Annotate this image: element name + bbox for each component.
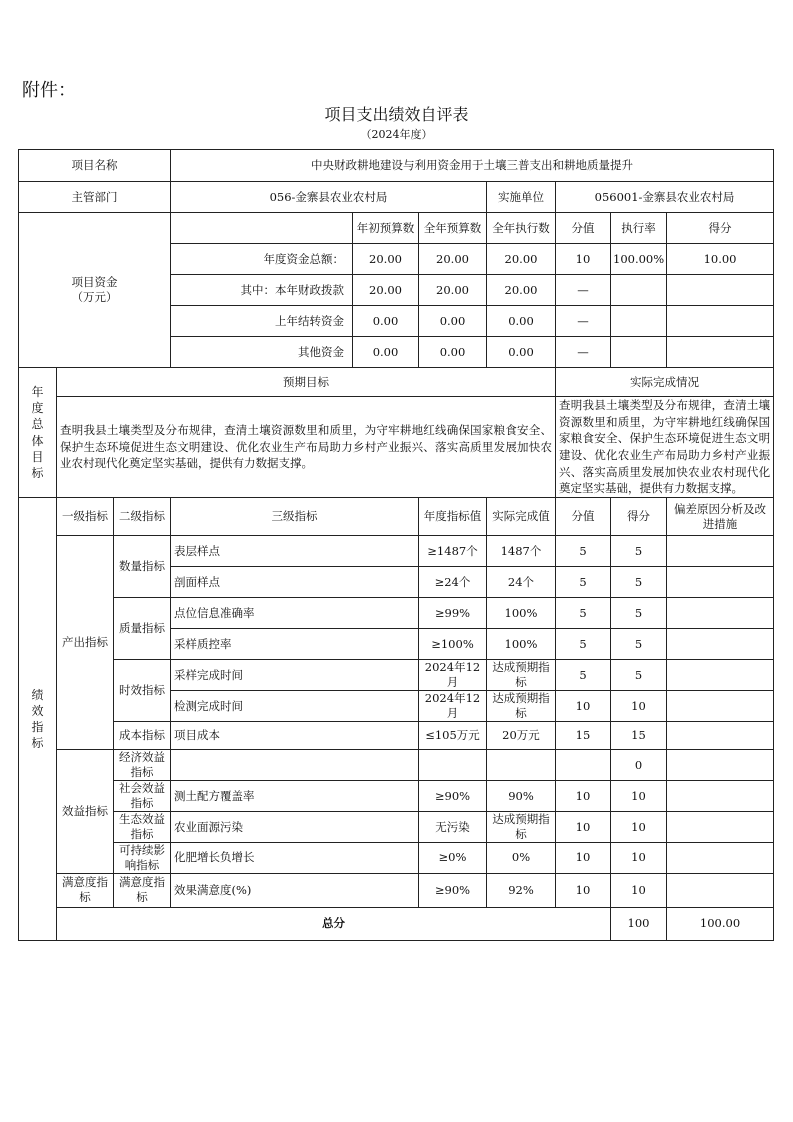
dept-value: 056-金寨县农业农村局 — [171, 182, 487, 213]
indicator-score: 10 — [611, 691, 667, 722]
output-label: 产出指标 — [57, 536, 114, 750]
funds-row-rate: 100.00% — [611, 244, 667, 275]
indicator-note — [667, 660, 774, 691]
funds-row-init: 0.00 — [353, 306, 419, 337]
funds-row-init: 20.00 — [353, 275, 419, 306]
indicator-row — [19, 842, 774, 873]
indicator-actual: 1487个 — [487, 536, 556, 567]
funds-row-score-value: — — [556, 275, 611, 306]
indicator-header-row — [19, 498, 774, 536]
indicator-score: 5 — [611, 660, 667, 691]
indicator-score-value: 5 — [556, 598, 611, 629]
satisfaction-l2-label: 满意度指标 — [114, 873, 171, 907]
indicator-header-target: 年度指标值 — [419, 498, 487, 536]
funds-row-name: 上年结转资金 — [171, 306, 353, 337]
indicator-score-value: 15 — [556, 722, 611, 750]
indicator-actual: 100% — [487, 629, 556, 660]
department-row — [19, 182, 774, 213]
indicator-row — [19, 598, 774, 629]
funds-header-annual: 全年预算数 — [419, 213, 487, 244]
indicator-note — [667, 536, 774, 567]
funds-row-score-value: — — [556, 306, 611, 337]
project-name-value: 中央财政耕地建设与利用资金用于土壤三普支出和耕地质量提升 — [171, 150, 774, 182]
sustainable-label: 可持续影响指标 — [114, 842, 171, 873]
indicator-name: 剖面样点 — [171, 567, 419, 598]
indicator-score: 5 — [611, 567, 667, 598]
funds-row-annual: 0.00 — [419, 306, 487, 337]
indicator-actual: 达成预期指标 — [487, 660, 556, 691]
total-score-value: 100 — [611, 907, 667, 940]
goals-actual-header: 实际完成情况 — [556, 368, 774, 397]
indicator-target: ≥0% — [419, 842, 487, 873]
indicator-score-value: 10 — [556, 691, 611, 722]
indicator-score-value: 10 — [556, 842, 611, 873]
indicator-name: 检测完成时间 — [171, 691, 419, 722]
project-name-label: 项目名称 — [19, 150, 171, 182]
indicator-name: 效果满意度(%) — [171, 873, 419, 907]
indicator-name: 表层样点 — [171, 536, 419, 567]
indicator-header-l1: 一级指标 — [57, 498, 114, 536]
indicator-note — [667, 781, 774, 812]
funds-row-rate — [611, 337, 667, 368]
funds-row-exec: 0.00 — [487, 337, 556, 368]
funds-header-init: 年初预算数 — [353, 213, 419, 244]
indicator-score: 15 — [611, 722, 667, 750]
funds-row-name: 其他资金 — [171, 337, 353, 368]
indicator-name: 化肥增长负增长 — [171, 842, 419, 873]
indicator-score-value: 10 — [556, 812, 611, 843]
total-label: 总分 — [57, 907, 611, 940]
funds-row-score-value: 10 — [556, 244, 611, 275]
funds-row-init: 20.00 — [353, 244, 419, 275]
timeliness-label: 时效指标 — [114, 660, 171, 722]
indicator-note — [667, 842, 774, 873]
funds-row-score — [667, 306, 774, 337]
indicator-score-value — [556, 750, 611, 781]
indicator-target: ≤105万元 — [419, 722, 487, 750]
benefit-label: 效益指标 — [57, 750, 114, 874]
form-title: 项目支出绩效自评表 — [324, 105, 469, 124]
funds-row-score — [667, 337, 774, 368]
indicator-score: 5 — [611, 629, 667, 660]
indicator-header-score-value: 分值 — [556, 498, 611, 536]
total-row — [19, 907, 774, 940]
indicator-name — [171, 750, 419, 781]
project-name-row — [19, 150, 774, 182]
indicator-name: 测土配方覆盖率 — [171, 781, 419, 812]
funds-row-name: 年度资金总额： — [171, 244, 353, 275]
indicator-target — [419, 750, 487, 781]
indicator-header-actual: 实际完成值 — [487, 498, 556, 536]
indicator-note — [667, 722, 774, 750]
goals-actual-text: 查明我县土壤类型及分布规律，查清土壤资源数里和质里，为守牢耕地红线确保国家粮食安全、保护生态环境促进生态文明建设、优化农业生产布局助力乡村产业振兴、落实高质里发展加快农业农村现代化奠定坚实基础，提供有力数据支撑。 — [556, 397, 774, 498]
indicator-header-score: 得分 — [611, 498, 667, 536]
attachment-label: 附件： — [22, 80, 76, 101]
funds-row-rate — [611, 306, 667, 337]
indicator-name: 采样质控率 — [171, 629, 419, 660]
indicator-score: 0 — [611, 750, 667, 781]
indicator-target: ≥90% — [419, 781, 487, 812]
indicator-score-value: 5 — [556, 536, 611, 567]
funds-row-score: 10.00 — [667, 244, 774, 275]
funds-header-score-value: 分值 — [556, 213, 611, 244]
funds-row-exec: 0.00 — [487, 306, 556, 337]
indicator-name: 采样完成时间 — [171, 660, 419, 691]
form-year: （2024年度） — [360, 128, 433, 141]
indicator-score-value: 5 — [556, 567, 611, 598]
indicator-row — [19, 722, 774, 750]
indicator-actual: 100% — [487, 598, 556, 629]
goals-content-row — [19, 397, 774, 498]
ecological-label: 生态效益指标 — [114, 812, 171, 843]
indicator-header-l3: 三级指标 — [171, 498, 419, 536]
indicator-note — [667, 567, 774, 598]
goals-expected-header: 预期目标 — [57, 368, 556, 397]
indicator-header-note: 偏差原因分析及改进措施 — [667, 498, 774, 536]
indicator-score-value: 10 — [556, 873, 611, 907]
total-score: 100.00 — [667, 907, 774, 940]
indicator-row — [19, 812, 774, 843]
indicator-score: 10 — [611, 873, 667, 907]
funds-row-exec: 20.00 — [487, 244, 556, 275]
unit-value: 056001-金寨县农业农村局 — [556, 182, 774, 213]
indicator-header-l2: 二级指标 — [114, 498, 171, 536]
funds-row-init: 0.00 — [353, 337, 419, 368]
indicator-target: 2024年12月 — [419, 691, 487, 722]
indicator-actual: 0% — [487, 842, 556, 873]
indicators-label: 绩 效 指 标 — [19, 498, 57, 941]
indicator-score: 5 — [611, 598, 667, 629]
funds-header-score: 得分 — [667, 213, 774, 244]
funds-header-row — [19, 213, 774, 244]
indicator-target: ≥100% — [419, 629, 487, 660]
indicator-actual: 24个 — [487, 567, 556, 598]
indicator-score: 10 — [611, 842, 667, 873]
quantity-label: 数量指标 — [114, 536, 171, 598]
goals-label: 年 度 总 体 目 标 — [19, 368, 57, 498]
indicator-name: 农业面源污染 — [171, 812, 419, 843]
satisfaction-l1-label: 满意度指标 — [57, 873, 114, 907]
indicator-score: 10 — [611, 812, 667, 843]
funds-row-annual: 20.00 — [419, 244, 487, 275]
indicator-note — [667, 629, 774, 660]
indicator-target: ≥1487个 — [419, 536, 487, 567]
indicator-row — [19, 873, 774, 907]
goals-header-row — [19, 368, 774, 397]
indicator-name: 项目成本 — [171, 722, 419, 750]
funds-label: 项目资金 （万元） — [19, 213, 171, 368]
dept-label: 主管部门 — [19, 182, 171, 213]
funds-row-score — [667, 275, 774, 306]
social-label: 社会效益指标 — [114, 781, 171, 812]
indicator-row — [19, 536, 774, 567]
funds-row-rate — [611, 275, 667, 306]
funds-row-annual: 0.00 — [419, 337, 487, 368]
indicator-actual: 达成预期指标 — [487, 691, 556, 722]
indicator-name: 点位信息准确率 — [171, 598, 419, 629]
indicator-actual: 90% — [487, 781, 556, 812]
indicator-target: ≥99% — [419, 598, 487, 629]
indicator-row — [19, 750, 774, 781]
indicator-note — [667, 691, 774, 722]
indicator-actual: 达成预期指标 — [487, 812, 556, 843]
funds-row-name: 其中：本年财政拨款 — [171, 275, 353, 306]
funds-header-rate: 执行率 — [611, 213, 667, 244]
indicator-score-value: 10 — [556, 781, 611, 812]
indicator-score-value: 5 — [556, 629, 611, 660]
indicator-actual: 92% — [487, 873, 556, 907]
indicator-actual: 20万元 — [487, 722, 556, 750]
main-table — [18, 149, 774, 941]
indicator-actual — [487, 750, 556, 781]
goals-expected-text: 查明我县土壤类型及分布规律，查清土壤资源数里和质里，为守牢耕地红线确保国家粮食安全、保护生态环境促进生态文明建设、优化农业生产布局助力乡村产业振兴、落实高质里发展加快农业农村现代化奠定坚实基础，提供有力数据支撑。 — [57, 397, 556, 498]
indicator-target: ≥90% — [419, 873, 487, 907]
unit-label: 实施单位 — [487, 182, 556, 213]
funds-header-exec: 全年执行数 — [487, 213, 556, 244]
economic-label: 经济效益指标 — [114, 750, 171, 781]
cost-label: 成本指标 — [114, 722, 171, 750]
indicator-score: 5 — [611, 536, 667, 567]
indicator-note — [667, 873, 774, 907]
indicator-row — [19, 781, 774, 812]
quality-label: 质量指标 — [114, 598, 171, 660]
indicator-note — [667, 750, 774, 781]
indicator-row — [19, 660, 774, 691]
indicator-note — [667, 598, 774, 629]
indicator-score-value: 5 — [556, 660, 611, 691]
funds-row-exec: 20.00 — [487, 275, 556, 306]
funds-row-score-value: — — [556, 337, 611, 368]
indicator-target: 无污染 — [419, 812, 487, 843]
indicator-score: 10 — [611, 781, 667, 812]
funds-blank-header — [171, 213, 353, 244]
indicator-target: ≥24个 — [419, 567, 487, 598]
indicator-note — [667, 812, 774, 843]
indicator-target: 2024年12月 — [419, 660, 487, 691]
funds-row-annual: 20.00 — [419, 275, 487, 306]
